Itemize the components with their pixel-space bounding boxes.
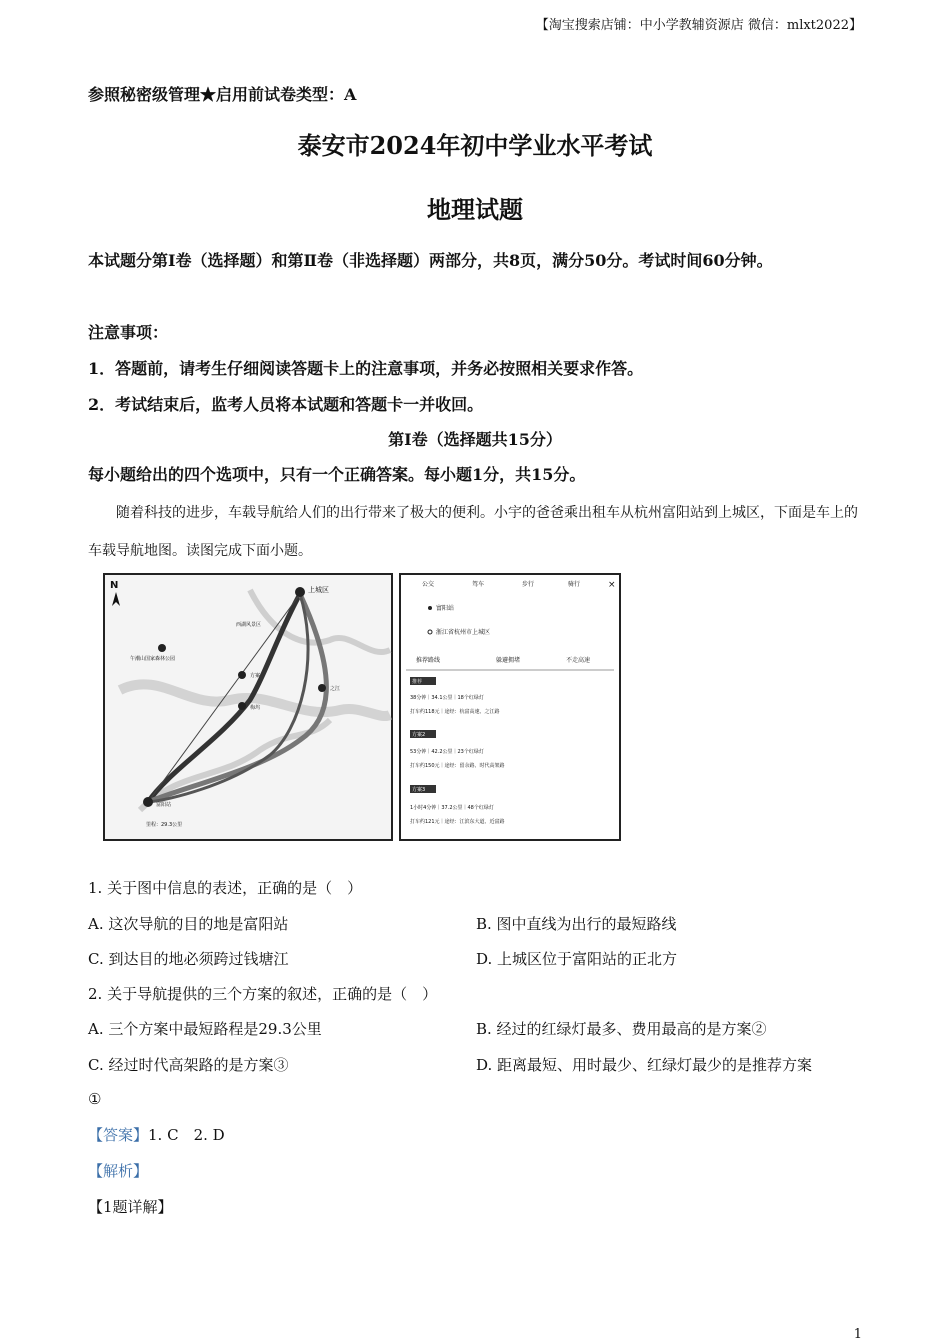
map-label-shangcheng: 上城区 (308, 586, 329, 594)
question-2-option-d-wrap: ① (88, 1090, 102, 1108)
question-1-option-a: A. 这次导航的目的地是富阳站 (88, 915, 289, 933)
route-panel (400, 574, 620, 840)
option-no-highway: 不走高速 (566, 657, 591, 664)
note-item-2: 2．考试结束后，监考人员将本试题和答题卡一并收回。 (88, 395, 484, 414)
map-label-distance: 里程：29.3公里 (146, 822, 183, 828)
close-icon: × (608, 580, 616, 590)
map-label-zhijiang: 之江 (330, 686, 341, 692)
navigation-figure (100, 570, 625, 845)
detail-label: 【1题详解】 (88, 1198, 173, 1216)
tab-bike: 骑行 (568, 581, 581, 588)
question-2-option-b: B. 经过的红绿灯最多、费用最高的是方案② (476, 1020, 767, 1038)
question-2-option-d: D. 距离最短、用时最少、红绿灯最少的是推荐方案 (476, 1056, 813, 1074)
question-2-stem: 2. 关于导航提供的三个方案的叙述，正确的是（ ） (88, 985, 438, 1003)
plan-marker (238, 671, 246, 679)
exam-intro: 本试题分第Ⅰ卷（选择题）和第Ⅱ卷（非选择题）两部分，共8页，满分50分。考试时间60分钟。 (88, 251, 773, 270)
answer-line (88, 1124, 225, 1145)
north-label: N (110, 580, 119, 591)
navigation-figure-svg (100, 570, 625, 845)
question-1-option-c: C. 到达目的地必须跨过钱塘江 (88, 950, 289, 968)
exam-subtitle: 地理试题 (427, 195, 523, 224)
question-2-option-a: A. 三个方案中最短路程是29.3公里 (88, 1020, 322, 1038)
question-2-option-c: C. 经过时代高架路的是方案③ (88, 1056, 289, 1074)
route-from: 富阳站 (436, 605, 455, 612)
plan-1-name: 推荐 (412, 679, 423, 685)
meiwu-marker (238, 702, 246, 710)
page-number: 1 (853, 1327, 862, 1342)
map-label-park: 午潮山国家森林公园 (130, 656, 176, 662)
header-watermark-note: 【淘宝搜索店铺：中小学教辅资源店 微信：mlxt2022】 (535, 18, 862, 33)
notes-heading: 注意事项： (88, 323, 169, 342)
map-label-westlake: 西湖风景区 (236, 622, 262, 628)
park-marker (158, 644, 166, 652)
plan-1-line1: 38分钟｜34.1公里｜18个红绿灯 (410, 695, 484, 701)
tab-bus: 公交 (422, 581, 435, 588)
plan-1-line2: 打车约118元｜途经：杭富高速、之江路 (410, 709, 500, 715)
question-1-option-b: B. 图中直线为出行的最短路线 (476, 915, 677, 933)
destination-marker (295, 587, 305, 597)
option-avoid-jam: 躲避拥堵 (496, 657, 521, 664)
option-recommended: 推荐路线 (416, 657, 441, 664)
origin-marker (143, 797, 153, 807)
plan-2-name: 方案2 (412, 732, 426, 738)
section-title: 第Ⅰ卷（选择题共15分） (388, 430, 562, 449)
confidential-line: 参照秘密级管理★启用前试卷类型：A (88, 85, 357, 104)
question-stem-passage: 随着科技的进步，车载导航给人们的出行带来了极大的便利。小宇的爸爸乘出租车从杭州富阳站到上城区，下面是车上的车载导航地图。读图完成下面小题。 (88, 505, 858, 559)
note-item-1: 1．答题前，请考生仔细阅读答题卡上的注意事项，并务必按照相关要求作答。 (88, 359, 644, 378)
plan-2-line2: 打车约150元｜途经：留余路、时代高架路 (410, 763, 505, 769)
tab-walk: 步行 (522, 581, 535, 588)
zhijiang-marker (318, 684, 326, 692)
analysis-label: 【解析】 (88, 1162, 149, 1180)
map-label-plan: 方案 (250, 673, 261, 679)
question-1-stem: 1. 关于图中信息的表述，正确的是（ ） (88, 879, 363, 897)
route-to: 浙江省杭州市上城区 (436, 629, 491, 636)
plan-3-name: 方案3 (412, 787, 426, 793)
from-dot-icon (428, 606, 432, 610)
plan-3-line2: 打车约121元｜途经：江滨东大道、近富路 (410, 819, 505, 825)
answer-label: 【答案】 (88, 1126, 149, 1144)
answer-text: 1. C 2. D (148, 1126, 225, 1144)
map-label-meiwu: 梅坞 (250, 705, 261, 711)
question-1-option-d: D. 上城区位于富阳站的正北方 (476, 950, 678, 968)
tab-drive: 驾车 (472, 581, 485, 588)
section-instruction: 每小题给出的四个选项中，只有一个正确答案。每小题1分，共15分。 (88, 465, 586, 484)
exam-title: 泰安市2024年初中学业水平考试 (297, 131, 653, 160)
plan-2-line1: 53分钟｜42.2公里｜23个红绿灯 (410, 749, 484, 755)
map-label-fuyang: 富阳站 (156, 802, 172, 808)
plan-3-line1: 1小时4分钟｜37.2公里｜48个红绿灯 (410, 805, 494, 811)
